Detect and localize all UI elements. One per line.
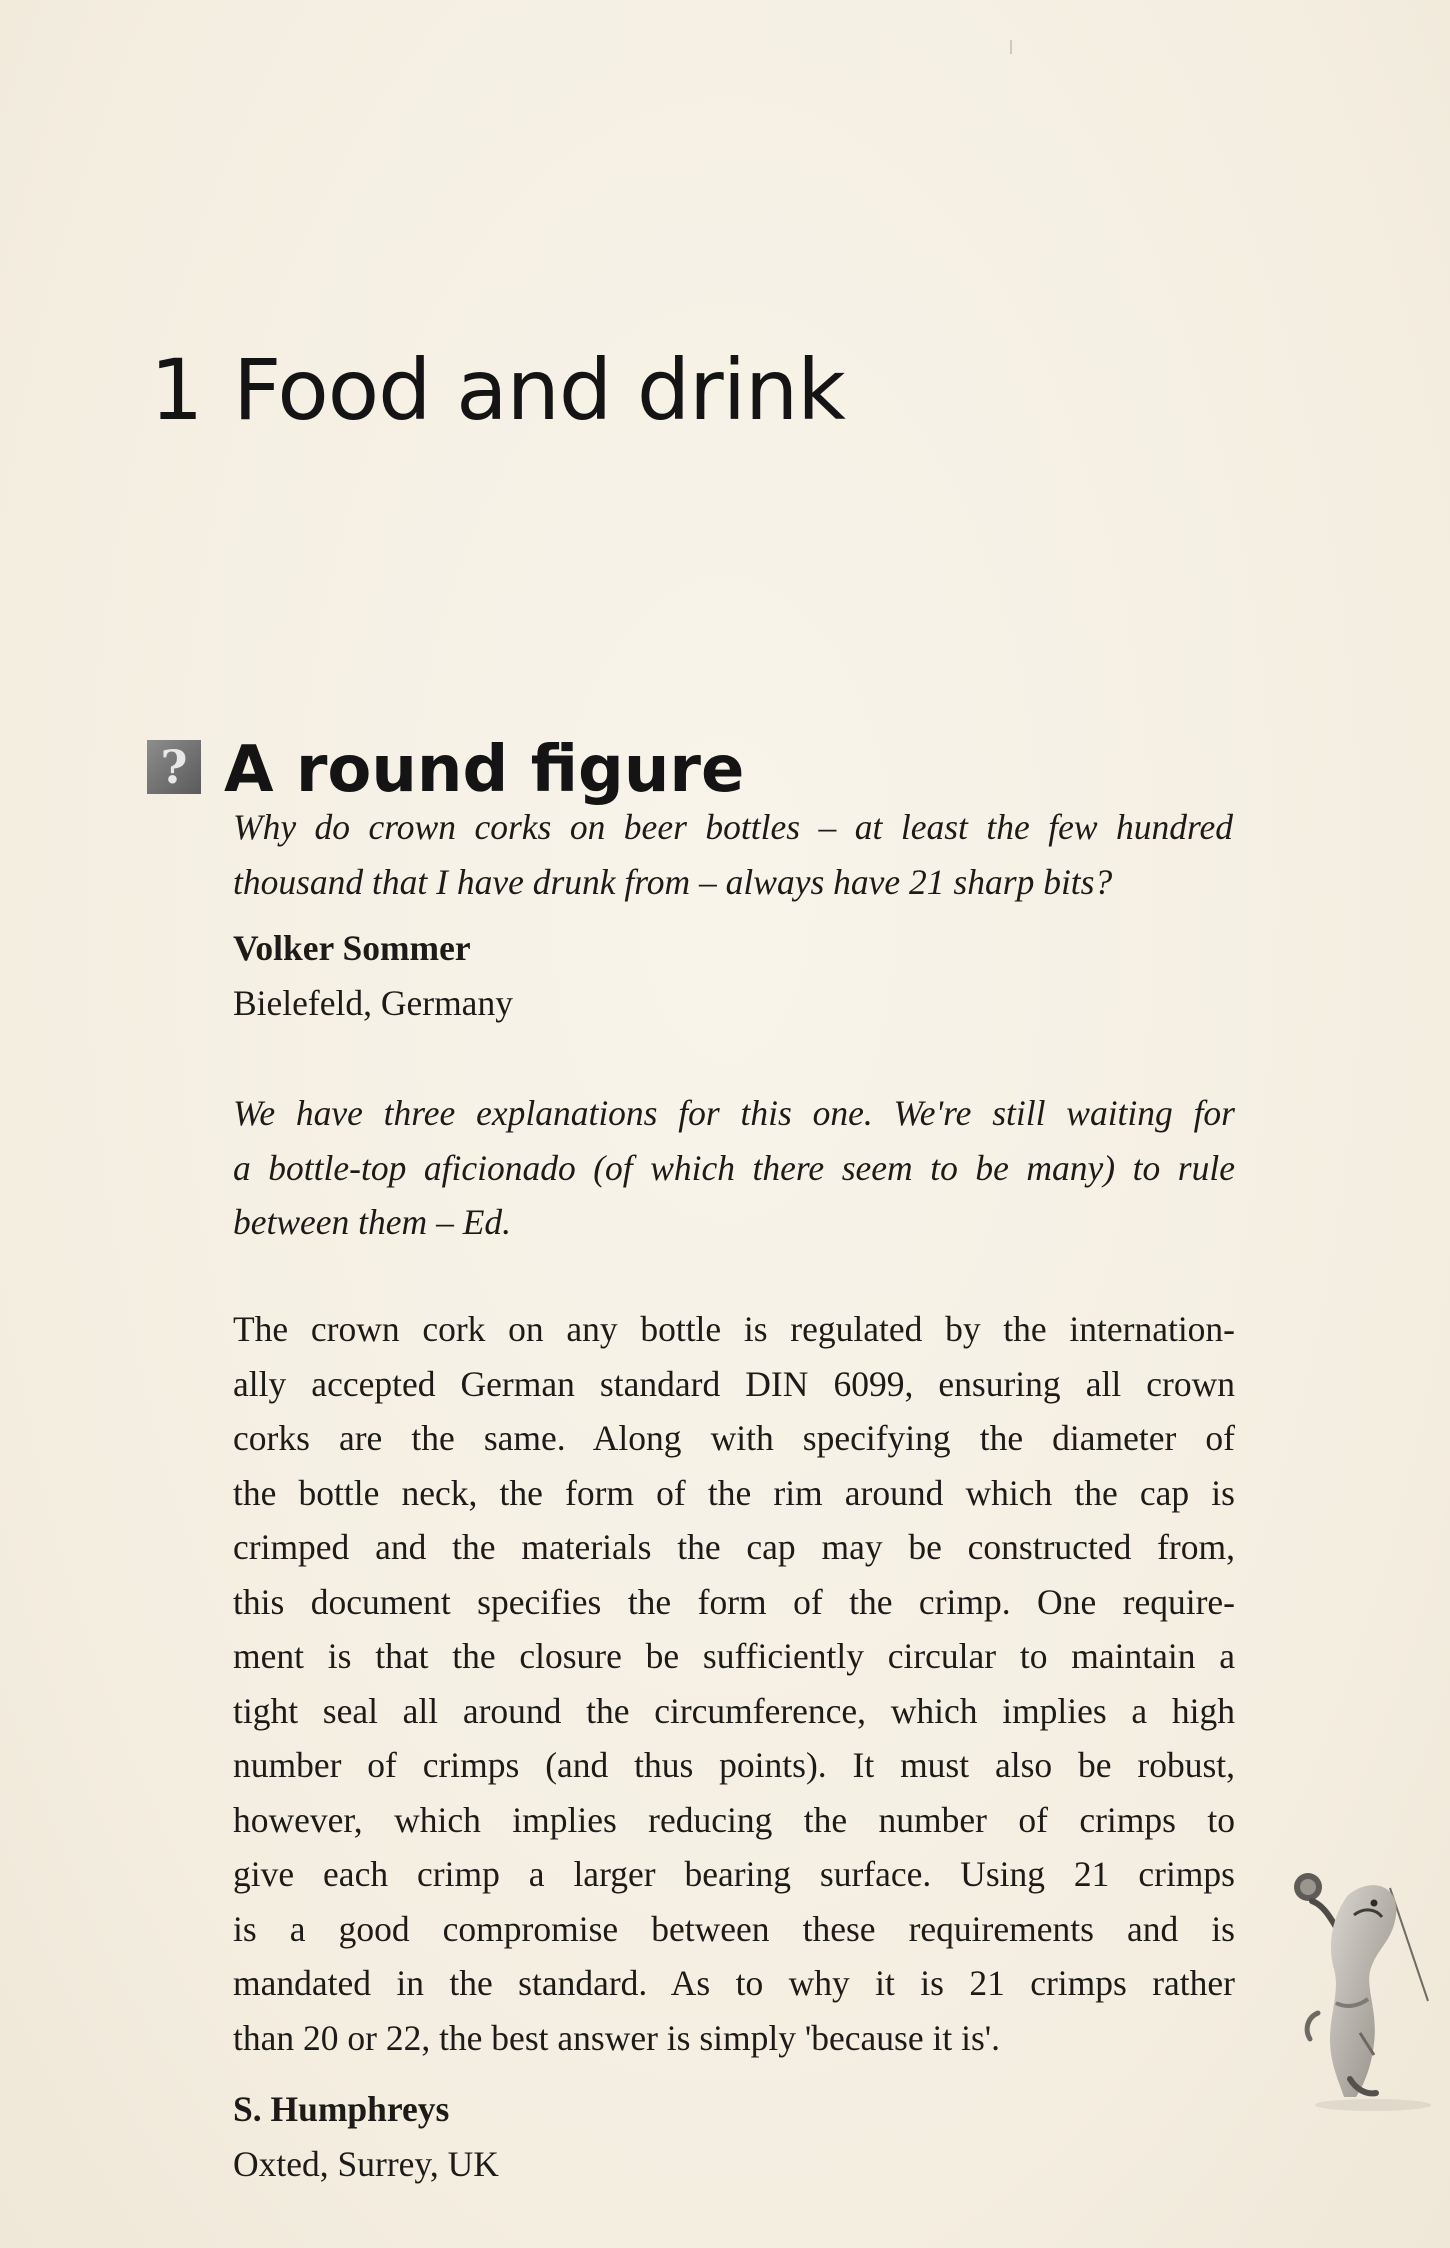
question-line: thousand that I have drunk from – always have 21 sharp bits? bbox=[233, 861, 1113, 902]
section-title: A round figure bbox=[224, 733, 745, 808]
section-heading bbox=[147, 733, 745, 808]
editor-note-line: We have three explanations for this one. We're still waiting for bbox=[233, 1093, 1235, 1133]
answer-author: S. Humphreys bbox=[233, 2089, 450, 2129]
chapter-heading bbox=[150, 341, 845, 440]
question-author: Volker Sommer bbox=[233, 928, 471, 968]
answer-line: the bottle neck, the form of the rim around which the cap is bbox=[233, 1472, 1235, 1513]
answer-line: than 20 or 22, the best answer is simply 'because it is'. bbox=[233, 2017, 1001, 2058]
answer-line: The crown cork on any bottle is regulated by the internation- bbox=[233, 1309, 1235, 1349]
answer-line: ment is that the closure be sufficiently circular to maintain a bbox=[233, 1636, 1235, 1676]
editor-note-line: between them – Ed. bbox=[233, 1202, 512, 1242]
question-line: Why do crown corks on beer bottles – at least the few hundred bbox=[233, 807, 1233, 847]
answer-line: corks are the same. Along with specifying the diameter of bbox=[233, 1418, 1235, 1458]
question-text bbox=[233, 800, 1233, 909]
answer-location: Oxted, Surrey, UK bbox=[233, 2144, 499, 2184]
answer-line: give each crimp a larger bearing surface. Using 21 crimps bbox=[233, 1854, 1235, 1894]
chapter-title: Food and drink bbox=[233, 341, 845, 440]
answer-line: ally accepted German standard DIN 6099, ensuring all crown bbox=[233, 1363, 1235, 1404]
answer-line: crimped and the materials the cap may be constructed from, bbox=[233, 1527, 1235, 1567]
chapter-number: 1 bbox=[150, 341, 203, 440]
editor-note bbox=[233, 1086, 1235, 1250]
answer-line: is a good compromise between these requirements and is bbox=[233, 1908, 1235, 1949]
answer-line: mandated in the standard. As to why it is 21 crimps rather bbox=[233, 1963, 1235, 2003]
answer-line: however, which implies reducing the number of crimps to bbox=[233, 1799, 1235, 1840]
penguin-figurine-icon bbox=[1278, 1853, 1438, 2118]
question-location: Bielefeld, Germany bbox=[233, 983, 513, 1023]
answer-line: tight seal all around the circumference, which implies a high bbox=[233, 1690, 1235, 1731]
question-mark-icon: ? bbox=[147, 740, 201, 794]
answer-line: number of crimps (and thus points). It must also be robust, bbox=[233, 1745, 1235, 1785]
scan-mark bbox=[1010, 40, 1012, 54]
editor-note-line: a bottle-top aficionado (of which there seem to be many) to rule bbox=[233, 1147, 1235, 1188]
answer-text bbox=[233, 1302, 1235, 2065]
answer-line: this document specifies the form of the crimp. One require- bbox=[233, 1581, 1235, 1622]
